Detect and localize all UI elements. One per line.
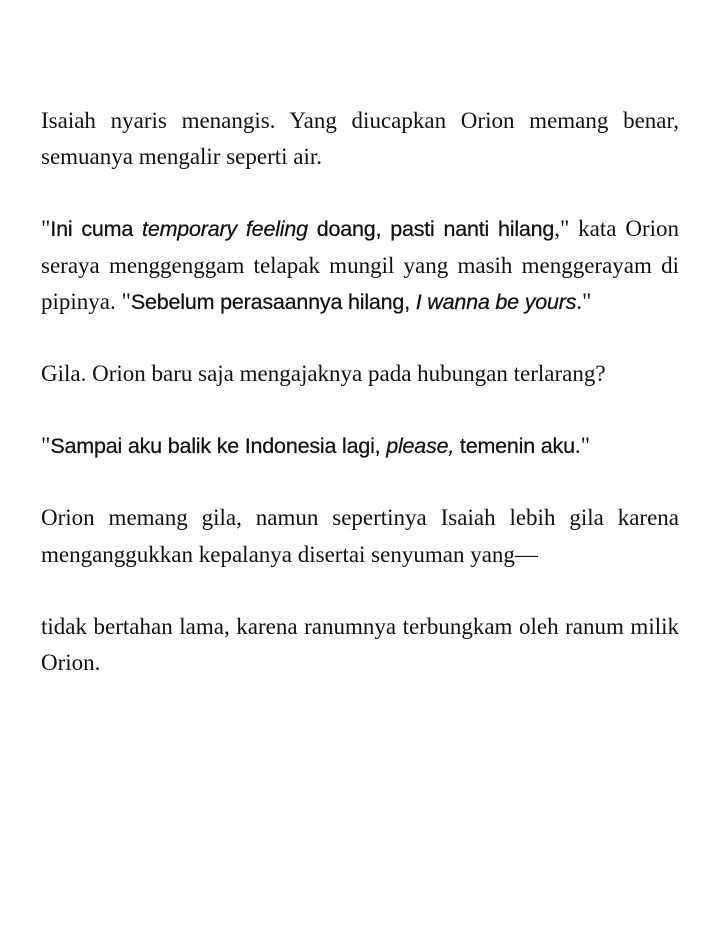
paragraph-6: tidak bertahan lama, karena ranumnya terbungkam oleh ranum milik Orion. (41, 613, 679, 676)
dialogue-text: doang, pasti nanti hilang (307, 217, 555, 242)
story-text-page (41, 103, 679, 681)
quote-mark: " (41, 433, 51, 459)
quote-mark: ." (574, 433, 590, 459)
dialogue-text: Ini cuma (50, 217, 143, 242)
paragraph-3: Gila. Orion baru saja mengajaknya pada hubungan terlarang? (41, 361, 606, 387)
paragraph-1: Isaiah nyaris menangis. Yang diucapkan Orion memang benar, semuanya mengalir seperti air. (41, 108, 679, 170)
dialogue-italic-text: I wanna be yours (415, 289, 577, 314)
quote-mark: " (41, 216, 51, 242)
dialogue-italic-text: please, (386, 434, 455, 459)
dialogue-text: Sebelum perasaannya hilang, (130, 289, 416, 314)
dialogue-text: temenin aku (454, 434, 575, 459)
paragraph-5: Orion memang gila, namun sepertinya Isaiah lebih gila karena menganggukkan kepalanya disertai senyuman yang— (41, 505, 679, 567)
quote-mark: ." (576, 288, 592, 314)
paragraph-2 (41, 211, 679, 320)
dialogue-text: Sampai aku balik ke Indonesia lagi, (50, 434, 387, 459)
dialogue-italic-text: temporary feeling (142, 217, 308, 242)
narration-text: ," kata Orion seraya menggenggam telapak mungil yang masih menggerayam di pipinya. " (41, 216, 680, 314)
paragraph-4 (41, 428, 679, 464)
